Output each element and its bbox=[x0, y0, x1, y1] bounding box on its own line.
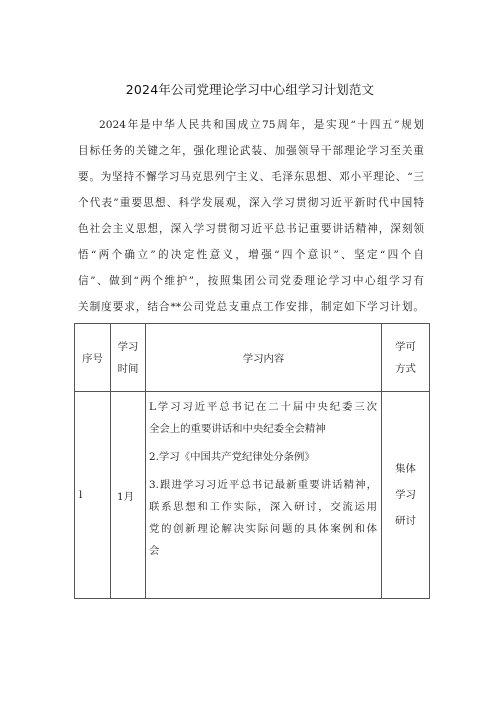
intro-line: 信”、做到“两个维护”，按照集团公司党委理论学习中心组学习有 bbox=[78, 275, 424, 287]
content-item-line: 党的创新理论解决实际问题的具体案例和体 bbox=[149, 523, 377, 535]
content-item-line: 会 bbox=[149, 545, 160, 557]
header-text: 学习 bbox=[117, 340, 139, 353]
content-item bbox=[149, 474, 377, 562]
header-study-time bbox=[111, 324, 146, 392]
table-header-row bbox=[75, 324, 430, 392]
study-plan-table bbox=[74, 323, 430, 599]
table-row bbox=[75, 392, 430, 599]
header-study-content: 学习内容 bbox=[146, 324, 382, 392]
row-serial-number: l bbox=[75, 392, 111, 599]
intro-line: 色社会主义思想，深入学习贯彻习近平总书记重要讲话精神，深刻领 bbox=[78, 223, 424, 235]
intro-line: 2024年是中华人民共和国成立75周年，是实现“十四五”规划 bbox=[99, 119, 424, 131]
header-text: 学可 bbox=[395, 340, 416, 353]
content-item-line: 联系思想和工作实际，深入研讨，交流运用 bbox=[149, 501, 377, 513]
mode-text: 学习 bbox=[395, 489, 416, 501]
content-item-line: 2.学习《中国共产党纪律处分条例》 bbox=[149, 451, 315, 463]
content-item-line: L学习习近平总书记在二十届中央纪委三次 bbox=[149, 401, 377, 413]
content-item bbox=[149, 446, 377, 468]
mode-text: 集体 bbox=[395, 463, 416, 475]
intro-line: 悟“两个确立”的决定性意义，增强“四个意识”、坚定“四个自 bbox=[78, 249, 424, 261]
header-serial-number: 序号 bbox=[75, 324, 111, 392]
intro-line: 要。为坚持不懈学习马克思列宁主义、毛泽东思想、邓小平理论、“三 bbox=[78, 171, 424, 183]
row-study-mode bbox=[382, 392, 430, 599]
content-item bbox=[149, 396, 377, 440]
document-title: 2024年公司党理论学习中心组学习计划范文 bbox=[125, 82, 375, 97]
content-item-line: 3.跟进学习习近平总书记最新重要讲话精神， bbox=[149, 479, 377, 491]
intro-line: 目标任务的关键之年，强化理论武装、加强领导干部理论学习至关重 bbox=[78, 145, 424, 157]
intro-line: 关制度要求，结合**公司党总支重点工作安排，制定如下学习计划。 bbox=[78, 301, 424, 313]
mode-text: 研讨 bbox=[395, 515, 416, 527]
intro-line: 个代表”重要思想、科学发展观，深入学习贯彻习近平新时代中国特 bbox=[78, 197, 424, 209]
row-study-time: 1月 bbox=[111, 392, 146, 599]
content-item-line: 全会上的重要讲话和中央纪委全会精神 bbox=[149, 423, 326, 435]
header-text: 方式 bbox=[395, 362, 416, 375]
intro-paragraph bbox=[78, 112, 424, 320]
header-study-mode bbox=[382, 324, 430, 392]
header-text: 时间 bbox=[117, 362, 139, 375]
row-study-content bbox=[146, 392, 382, 599]
